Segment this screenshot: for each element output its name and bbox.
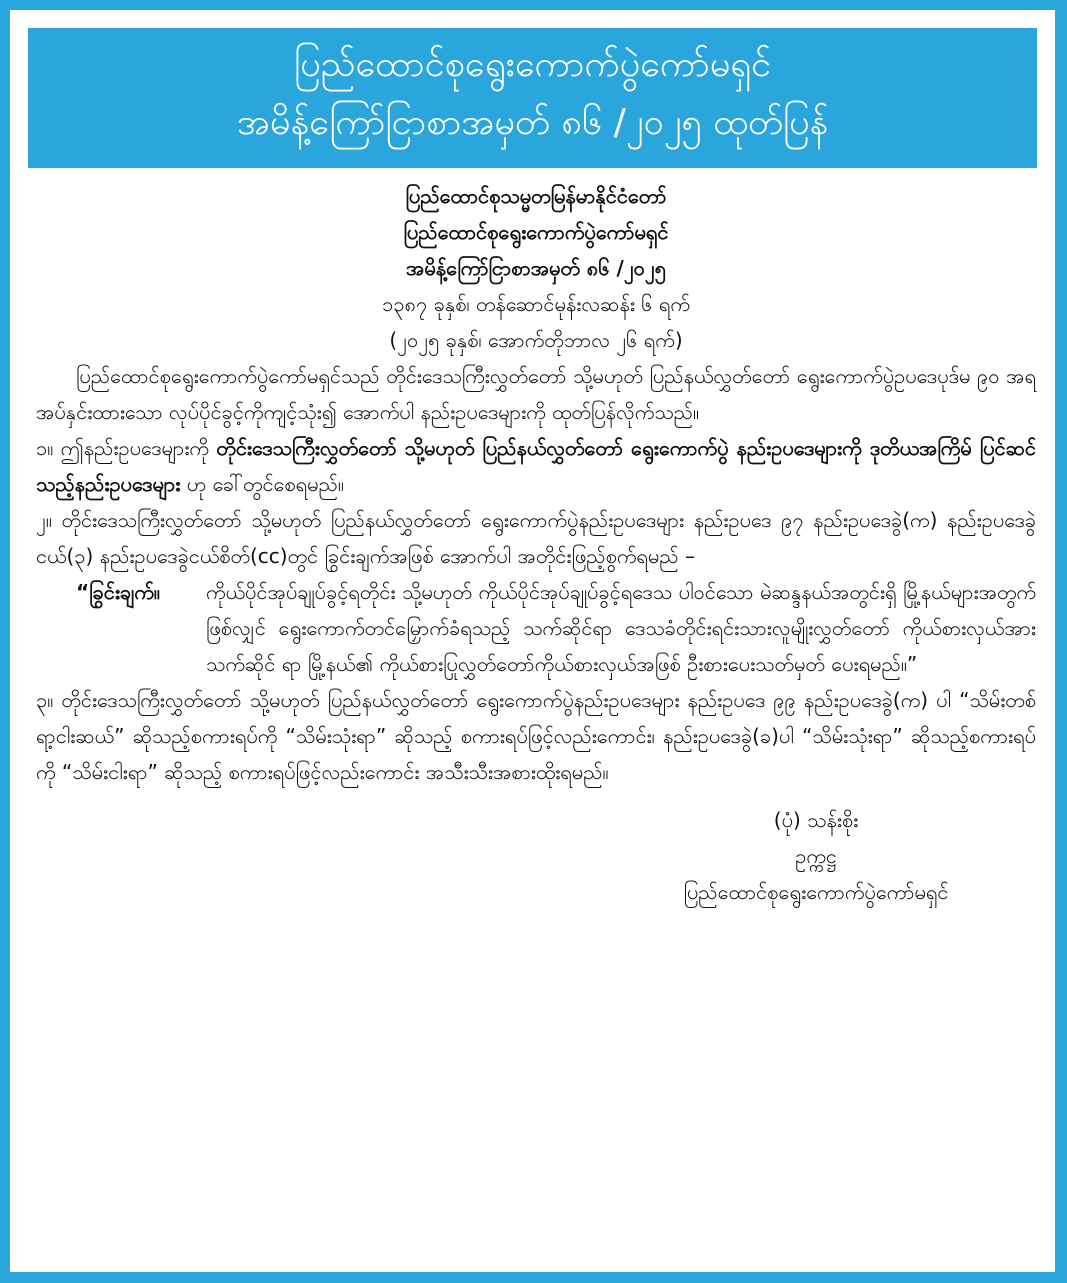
banner-line-2: အမိန့်ကြော်ငြာစာအမှတ် ၈၆ /၂၀၂၅ ထုတ်ပြန် (236, 102, 829, 143)
item-1-title: တိုင်းဒေသကြီးလွှတ်တော် သို့မဟုတ် ပြည်နယ်လွှတ်တော် ရွေးကောက်ပွဲ နည်းဥပဒေများကို ဒုတိယအကြိမ် ပြင်ဆင်သည့်နည်းဥပဒေများ (36, 436, 1036, 496)
header-date-myanmar: ၁၃၈၇ ခုနှစ်၊ တန်ဆောင်မုန်းလဆန်း ၆ ရက် (382, 292, 690, 316)
notice-body (36, 178, 1036, 910)
item-1-suffix: ဟု ခေါ်တွင်စေရမည်။ (180, 472, 344, 496)
notice-frame (10, 10, 1055, 1272)
header-commission: ပြည်ထောင်စုရွေးကောက်ပွဲကော်မရှင် (403, 220, 669, 244)
exception-clause (76, 574, 1036, 682)
item-1-prefix: ၁။ ဤနည်းဥပဒေများကို (36, 436, 217, 460)
signature-name: (ပုံ) သန်းစိုး (773, 808, 859, 832)
exception-term: “ခြွင်းချက်။ (76, 580, 160, 604)
signature-title: ဥက္ကဋ္ဌ (795, 844, 837, 868)
item-2: ၂။ တိုင်းဒေသကြီးလွှတ်တော် သို့မဟုတ် ပြည်နယ်လွှတ်တော် ရွေးကောက်ပွဲနည်းဥပဒေများ နည်းဥပဒေ ၉၇ နည်းဥပဒေခွဲ(က) နည်းဥပဒေခွဲငယ်(၃) နည်းဥပဒေခွဲငယ်စိတ်(cc)တွင် ခြွင်းချက်အဖြစ် အောက်ပါ အတိုင်းဖြည့်စွက်ရမည် – (36, 508, 1036, 568)
exception-body: ကိုယ်ပိုင်အုပ်ချုပ်ခွင့်ရတိုင်း သို့မဟုတ် ကိုယ်ပိုင်အုပ်ချုပ်ခွင့်ရဒေသ ပါဝင်သော မဲဆန္ဒနယ်အတွင်းရှိ မြို့နယ်များအတွက်ဖြစ်လျှင် ရွေးကောက်တင်မြှောက်ခံရသည့် သက်ဆိုင်ရာ ဒေသခံတိုင်းရင်းသားလူမျိုးလွှတ်တော် ကိုယ်စားလှယ်အား သက်ဆိုင် ရာ မြို့နယ်၏ ကိုယ်စားပြုလွှတ်တော်ကိုယ်စားလှယ်အဖြစ် ဦးစားပေးသတ်မှတ် ပေးရမည်။” (206, 580, 1036, 676)
item-3: ၃။ တိုင်းဒေသကြီးလွှတ်တော် သို့မဟုတ် ပြည်နယ်လွှတ်တော် ရွေးကောက်ပွဲနည်းဥပဒေများ နည်းဥပဒေ ၉၉ နည်းဥပဒေခွဲ(က) ပါ “သိမ်းတစ်ရာ့ငါးဆယ်” ဆိုသည့်စကားရပ်ကို “သိမ်းသုံးရာ” ဆိုသည့် စကားရပ်ဖြင့်လည်းကောင်း၊ နည်းဥပဒေခွဲ(ခ)ပါ “သိမ်းသုံးရာ” ဆိုသည့်စကားရပ်ကို “သိမ်းငါးရာ” ဆိုသည့် စကားရပ်ဖြင့်လည်းကောင်း အသီးသီးအစားထိုးရမည်။ (36, 688, 1037, 784)
banner-line-1: ပြည်ထောင်စုရွေးကောက်ပွဲကော်မရှင် (294, 44, 771, 85)
header-state: ပြည်ထောင်စုသမ္မတမြန်မာနိုင်ငံတော် (405, 184, 667, 208)
header-date-gregorian: (၂၀၂၅ ခုနှစ်၊ အောက်တိုဘာလ ၂၆ ရက်) (389, 328, 683, 352)
headline-banner (26, 26, 1039, 170)
intro-paragraph: ပြည်ထောင်စုရွေးကောက်ပွဲကော်မရှင်သည် တိုင်းဒေသကြီးလွှတ်တော် သို့မဟုတ် ပြည်နယ်လွှတ်တော် ရွေးကောက်ပွဲဥပဒေပုဒ်မ ၉၀ အရ အပ်နှင်းထားသော လုပ်ပိုင်ခွင့်ကိုကျင့်သုံး၍ အောက်ပါ နည်းဥပဒေများကို ထုတ်ပြန်လိုက်သည်။ (36, 364, 1036, 424)
header-order-number: အမိန့်ကြော်ငြာစာအမှတ် ၈၆ /၂၀၂၅ (406, 256, 666, 280)
signature-org: ပြည်ထောင်စုရွေးကောက်ပွဲကော်မရှင် (683, 880, 949, 904)
item-1 (36, 430, 1036, 502)
signature-block (596, 802, 1036, 910)
